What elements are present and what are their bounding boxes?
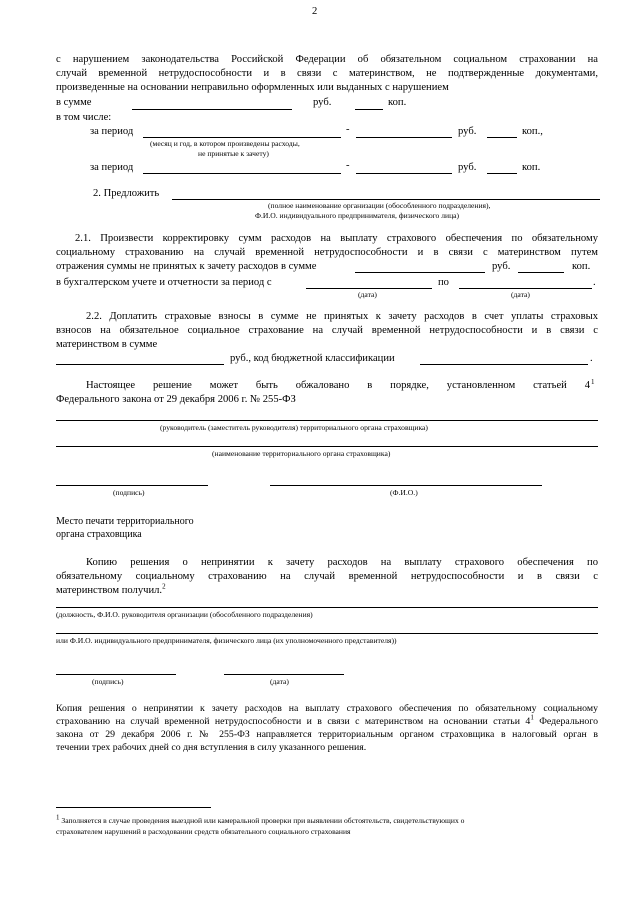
s21-sum-line [355,272,485,273]
period-sum-line-1 [356,137,452,138]
org-hint-2: Ф.И.О. индивидуального предпринимателя, физического лица) [255,211,460,220]
period-label-1: за период [90,126,134,137]
s22-line-4: руб., код бюджетной классификации [230,353,395,364]
footnote-separator [56,807,211,808]
ip-line [56,633,598,634]
rub-label-2: руб. [458,162,477,173]
copy-line-3: материнством получил.$^2$ [56,582,166,596]
sum-rub-line [132,109,292,110]
period-sum-line-2 [356,173,452,174]
s22-line-3: материнством в сумме [56,339,158,350]
date-to-hint: (дата) [511,290,530,299]
p1-line-1: с нарушением законодательства Российской Федерации об обязательном социальном страховании на [56,54,598,65]
copy-line-1: Копию решения о непринятии к зачету расходов на выплату страхового обеспечения по [86,557,598,568]
copy-line-2: обязательному социальному страхованию на случай временной нетрудоспособности и в связи с [56,571,598,582]
period-kop-line-2 [487,173,517,174]
position-hint: (должность, Ф.И.О. руководителя организации (обособленного подразделения) [56,610,313,619]
s21-rub-label: руб. [492,261,511,272]
position-line [56,607,598,608]
period-dash-1: - [346,124,350,135]
page-number: 2 [312,6,318,17]
s21-line-4: в бухгалтерском учете и отчетности за период с [56,277,272,288]
date-from-hint: (дата) [358,290,377,299]
fio-line [270,485,542,486]
period-hint-2: не принятые к зачету) [198,149,269,158]
date-line [224,674,344,675]
date-to-line [459,288,592,289]
p1-line-3: произведенные на основании неправильно оформленных или выданных с нарушением [56,82,449,93]
kop-label-1: коп., [522,126,543,137]
appeal-sup: 1 [591,378,595,386]
including-label: в том числе: [56,112,112,123]
footnote-line-2: страхователем нарушений в расходовании средств обязательного социального страхования [56,827,351,836]
footnote-line-1: $^1$ Заполняется в случае проведения выездной или камеральной проверки при выявлении обстоятельств, свидетельствующих о [56,813,465,825]
signature-hint-1: (подпись) [113,488,145,497]
signature-line-2 [56,674,176,675]
s21-line-3: отражения суммы не принятых к зачету расходов в сумме [56,261,317,272]
rub-label-1: руб. [458,126,477,137]
signature-line-1 [56,485,208,486]
appeal-line-1: Настоящее решение может быть обжаловано в порядке, установленном статьей 4 [86,380,590,391]
bottom-line-2: страхованию на случай временной нетрудоспособности и в связи с материнством на основании статьи $4^1$ Федерального [56,713,598,727]
date-from-line [306,288,432,289]
in-sum-label: в сумме [56,97,92,108]
period-label-2: за период [90,162,134,173]
rub-label: руб. [313,97,332,108]
s22-line-2: взносов на обязательное социальное страхование на случай временной нетрудоспособности и в связи с [56,325,598,336]
kop-label: коп. [388,97,407,108]
bottom-line-1: Копия решения о непринятии к зачету расходов на выплату страхового обеспечения по обязательному социальному [56,703,598,714]
org-name-line [56,446,598,447]
period-hint-1: (месяц и год, в котором произведены расходы, [150,139,300,148]
dot-2: . [590,353,593,364]
p1-line-2: случай временной нетрудоспособности и в связи с материнством, не подтвержденные документами, [56,68,598,79]
stamp-line-1: Место печати территориального [56,516,194,527]
head-line [56,420,598,421]
head-hint: (руководитель (заместитель руководителя) территориального органа страховщика) [160,423,428,432]
s22-line-1: 2.2. Доплатить страховые взносы в сумме не принятых к зачету расходов в счет уплаты страховых [86,311,598,322]
period-dash-2: - [346,160,350,171]
kop-label-2: коп. [522,162,541,173]
org-name-hint: (наименование территориального органа страховщика) [212,449,391,458]
fio-hint: (Ф.И.О.) [390,488,418,497]
s21-line-1: 2.1. Произвести корректировку сумм расходов на выплату страхового обеспечения по обязательному [75,233,598,244]
signature-hint-2: (подпись) [92,677,124,686]
stamp-line-2: органа страховщика [56,529,142,540]
bottom-line-3: закона от 29 декабря 2006 г. № 255-ФЗ направляется территориальным органом страховщика в налоговый орган в [56,729,598,740]
period-line-1 [143,137,341,138]
ip-hint: или Ф.И.О. индивидуального предпринимателя, физического лица (их уполномоченного представителя)) [56,636,397,645]
propose-line [172,199,600,200]
appeal-line-2: Федерального закона от 29 декабря 2006 г. № 255-ФЗ [56,394,296,405]
period-kop-line-1 [487,137,517,138]
sum-kop-line [355,109,383,110]
bottom-line-4: течении трех рабочих дней со дня вступления в силу указанного решения. [56,742,367,753]
org-hint-1: (полное наименование организации (обособленного подразделения), [268,201,491,210]
date-hint: (дата) [270,677,289,686]
kbk-line [420,364,588,365]
s21-line-2: социальному страхованию на случай временной нетрудоспособности и в связи с материнством путем [56,247,598,258]
po-label: по [438,277,449,288]
s21-kop-line [518,272,564,273]
propose-label: 2. Предложить [93,188,160,199]
period-line-2 [143,173,341,174]
dot-1: . [593,277,596,288]
s22-sum-line [56,364,224,365]
s21-kop-label: коп. [572,261,591,272]
